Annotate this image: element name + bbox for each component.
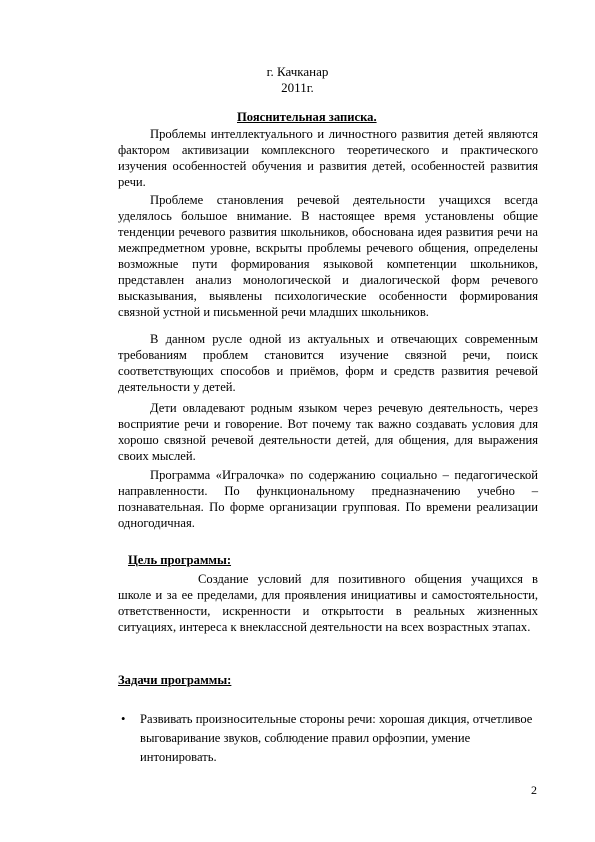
goal-text: Создание условий для позитивного общения учащихся в школе и за ее пределами, для проявления инициативы и самостоятельности, ответственности, искренности и открытости в реальных жизненных ситуациях, интереса к внеклассной деятельности на всех возрастных этапах. [118, 572, 538, 634]
tasks-title: Задачи программы: [118, 673, 232, 687]
tasks-list [118, 710, 538, 767]
task-item [118, 710, 538, 767]
task-item-text: Развивать произносительные стороны речи: хорошая дикция, отчетливое выговаривание звуков, соблюдение правил орфоэпии, умение интонировать. [140, 712, 533, 764]
paragraph-5: Программа «Игралочка» по содержанию социально – педагогической направленности. По функциональному предназначению учебно – познавательная. По форме организации групповая. По времени реализации одногодичная. [118, 468, 538, 530]
paragraph-4: Дети овладевают родным языком через речевую деятельность, через восприятие речи и говорение. Вот почему так важно создавать условия для хорошо связной речевой деятельности детей, для общения, для выражения своих мыслей. [118, 401, 538, 463]
explanatory-note-title: Пояснительная записка. [237, 110, 377, 124]
year-line: 2011г. [281, 80, 314, 95]
page-number: 2 [531, 783, 537, 797]
paragraph-3: В данном русле одной из актуальных и отвечающих современным требованиям проблем становится изучение связной речи, поиск соответствующих способов и приёмов, форм и средств развития речевой деятельности у детей. [118, 332, 538, 394]
goal-title: Цель программы: [128, 553, 232, 567]
paragraph-2: Проблеме становления речевой деятельности учащихся всегда уделялось большое внимание. В настоящее время установлены общие тенденции речевого развития школьников, обоснована идея развития речи на межпредметном уровне, вскрыты проблемы речевого общения, определены возможные пути формирования языковой компетенции школьников, представлен анализ монологической и диалогической форм речевого высказывания, выявлены психологические особенности формирования связной устной и письменной речи младших школьников. [118, 193, 538, 319]
bullet-icon: • [121, 712, 126, 726]
paragraph-1: Проблемы интеллектуального и личностного развития детей являются фактором активизации комплексного теоретического и практического изучения особенностей обучения и развития детей, особенностей развития речи. [118, 127, 538, 189]
city-line: г. Качканар [266, 64, 329, 79]
